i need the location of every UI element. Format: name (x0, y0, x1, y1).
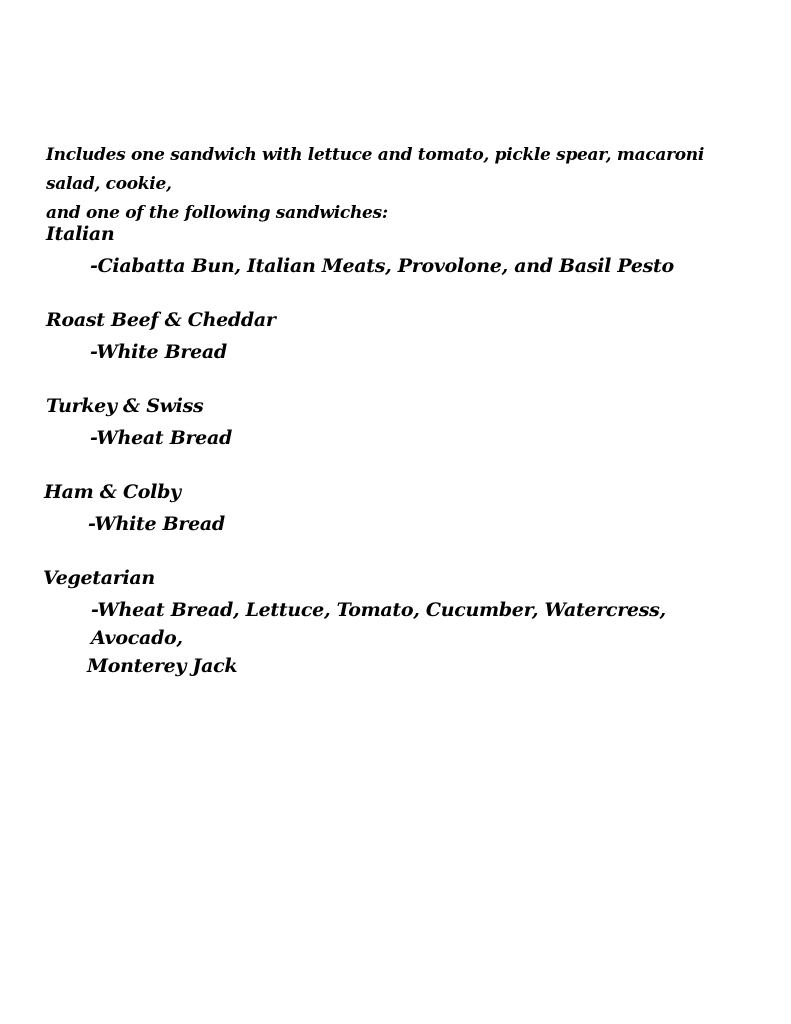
intro-line-2: and one of the following sandwiches: (46, 203, 388, 223)
sandwich-description: -White Bread (88, 513, 225, 535)
sandwich-name: Vegetarian (43, 567, 155, 589)
sandwich-description (43, 596, 723, 680)
sandwich-item-roast-beef (46, 306, 726, 366)
sandwich-name: Italian (46, 223, 115, 245)
sandwich-description: -Ciabatta Bun, Italian Meats, Provolone, and Basil Pesto (90, 255, 674, 277)
sandwich-name: Roast Beef & Cheddar (46, 309, 276, 331)
sandwich-item-ham (44, 478, 724, 538)
sandwich-item-italian (46, 220, 726, 280)
intro-line-1: Includes one sandwich with lettuce and tomato, pickle spear, macaroni salad, cookie, (46, 145, 705, 194)
sandwich-item-turkey (46, 392, 726, 452)
sandwich-description: -White Bread (90, 341, 227, 363)
intro-text (46, 141, 726, 228)
sandwich-description-line-1: -Wheat Bread, Lettuce, Tomato, Cucumber, Watercress, Avocado, (91, 599, 666, 649)
sandwich-name: Ham & Colby (44, 481, 181, 503)
sandwich-item-vegetarian (43, 564, 723, 680)
sandwich-name: Turkey & Swiss (46, 395, 204, 417)
sandwich-description: -Wheat Bread (90, 427, 232, 449)
sandwich-description-line-2: Monterey Jack (87, 655, 238, 677)
